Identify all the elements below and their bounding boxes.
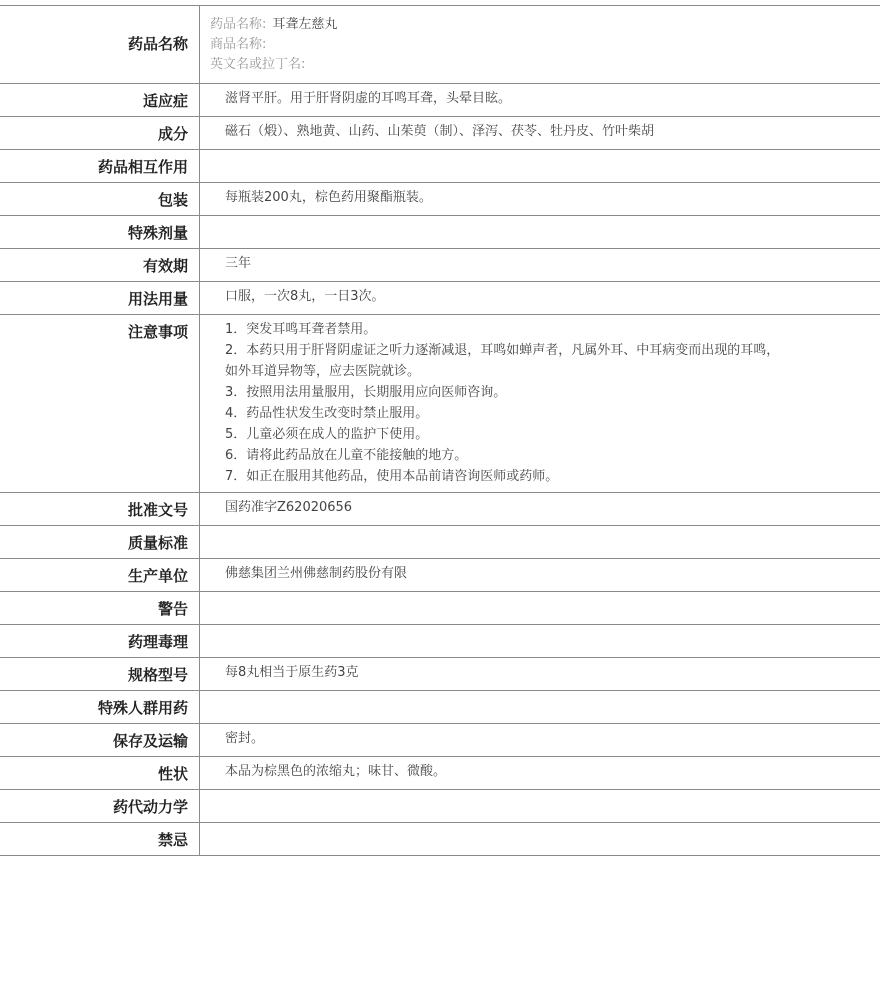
row-value-pharmacokinetics: [200, 790, 880, 822]
row-label-quality-standard: 质量标准: [0, 526, 200, 558]
row-label-usage-dosage: 用法用量: [0, 282, 200, 314]
row-value-approval-number: 国药准字Z62020656: [225, 500, 353, 515]
trade-name-line: [210, 35, 880, 55]
row-label-indications: 适应症: [0, 84, 200, 116]
row-value-specification: 每8丸相当于原生药3克: [225, 665, 359, 680]
row-label-storage-transport: 保存及运输: [0, 724, 200, 756]
drug-name-details: [200, 6, 880, 83]
drug-spec-table: [0, 5, 880, 856]
row-value-storage-transport: 密封。: [225, 731, 265, 746]
trade-name-key: 商品名称:: [210, 37, 267, 52]
row-value-manufacturer: 佛慈集团兰州佛慈制药股份有限: [225, 566, 408, 581]
row-label-manufacturer: 生产单位: [0, 559, 200, 591]
row-pharmacokinetics: [0, 790, 880, 823]
row-label-approval-number: 批准文号: [0, 493, 200, 525]
row-value-appearance: 本品为棕黑色的浓缩丸；味甘、微酸。: [225, 764, 447, 779]
precaution-item: 5．儿童必须在成人的监护下使用。: [225, 427, 429, 442]
row-indications: [0, 84, 880, 117]
row-label-precautions: 注意事项: [0, 315, 200, 492]
row-label-warning: 警告: [0, 592, 200, 624]
precaution-item: 6．请将此药品放在儿童不能接触的地方。: [225, 448, 468, 463]
precautions-list: [200, 315, 880, 492]
row-label-specification: 规格型号: [0, 658, 200, 690]
english-name-key: 英文名或拉丁名:: [210, 57, 306, 72]
generic-name-line: [210, 15, 880, 35]
row-appearance: [0, 757, 880, 790]
row-value-usage-dosage: 口服，一次8丸，一日3次。: [225, 289, 385, 304]
row-drug-name: [0, 6, 880, 84]
precaution-item: 4．药品性状发生改变时禁止服用。: [225, 406, 429, 421]
row-label-special-populations: 特殊人群用药: [0, 691, 200, 723]
generic-name-value: 耳聋左慈丸: [272, 17, 338, 32]
row-ingredients: [0, 117, 880, 150]
row-value-indications: 滋肾平肝。用于肝肾阴虚的耳鸣耳聋，头晕目眩。: [225, 91, 512, 106]
row-label-appearance: 性状: [0, 757, 200, 789]
row-value-ingredients: 磁石（煅）、熟地黄、山药、山茱萸（制）、泽泻、茯苓、牡丹皮、竹叶柴胡: [225, 124, 655, 139]
row-specification: [0, 658, 880, 691]
row-value-special-dosage: [200, 216, 880, 248]
row-value-packaging: 每瓶装200丸，棕色药用聚酯瓶装。: [225, 190, 432, 205]
precaution-item: 2．本药只用于肝肾阴虚证之听力逐渐减退，耳鸣如蝉声者，凡属外耳、中耳病变而出现的耳鸣，如外耳道异物等，应去医院就诊。: [225, 343, 780, 379]
row-value-interactions: [200, 150, 880, 182]
row-manufacturer: [0, 559, 880, 592]
generic-name-key: 药品名称:: [210, 17, 267, 32]
row-label-interactions: 药品相互作用: [0, 150, 200, 182]
row-value-contraindications: [200, 823, 880, 855]
row-special-populations: [0, 691, 880, 724]
row-label-drug-name: 药品名称: [0, 6, 200, 83]
precaution-item: 3．按照用法用量服用，长期服用应向医师咨询。: [225, 385, 507, 400]
row-usage-dosage: [0, 282, 880, 315]
row-label-packaging: 包装: [0, 183, 200, 215]
row-shelf-life: [0, 249, 880, 282]
row-value-pharmacology-toxicology: [200, 625, 880, 657]
row-special-dosage: [0, 216, 880, 249]
row-quality-standard: [0, 526, 880, 559]
row-storage-transport: [0, 724, 880, 757]
row-value-warning: [200, 592, 880, 624]
row-label-pharmacology-toxicology: 药理毒理: [0, 625, 200, 657]
row-packaging: [0, 183, 880, 216]
precaution-item: 1．突发耳鸣耳聋者禁用。: [225, 322, 377, 337]
english-name-line: [210, 55, 880, 75]
row-value-special-populations: [200, 691, 880, 723]
row-warning: [0, 592, 880, 625]
row-label-ingredients: 成分: [0, 117, 200, 149]
row-label-contraindications: 禁忌: [0, 823, 200, 855]
row-label-pharmacokinetics: 药代动力学: [0, 790, 200, 822]
row-contraindications: [0, 823, 880, 856]
row-value-quality-standard: [200, 526, 880, 558]
row-interactions: [0, 150, 880, 183]
row-precautions: [0, 315, 880, 493]
row-pharmacology-toxicology: [0, 625, 880, 658]
row-approval-number: [0, 493, 880, 526]
row-label-special-dosage: 特殊剂量: [0, 216, 200, 248]
row-label-shelf-life: 有效期: [0, 249, 200, 281]
row-value-shelf-life: 三年: [225, 256, 252, 271]
precaution-item: 7．如正在服用其他药品，使用本品前请咨询医师或药师。: [225, 469, 559, 484]
